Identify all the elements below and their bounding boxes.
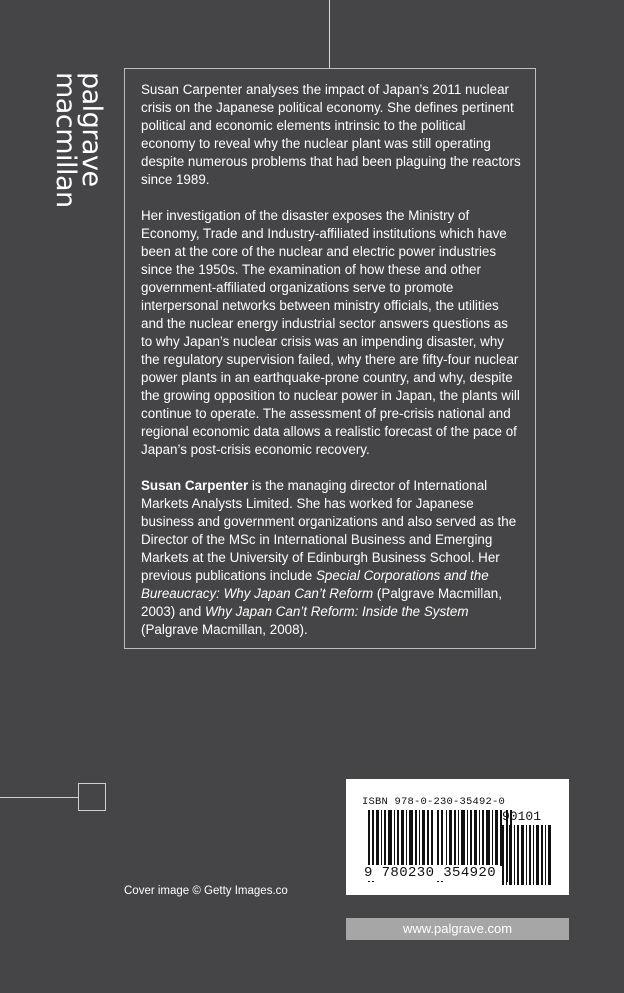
barcode-addon-bars-icon xyxy=(502,825,552,885)
logo-text-palgrave: palgrave xyxy=(76,72,107,187)
author-bio-text-1: is the managing director of International Markets Analysts Limited. She has worked for Japanese business and government organizations and also served as the Director of the MSc in International Business and Emerging Markets at the University of Edinburgh Business School. Her previous publications include xyxy=(141,478,517,583)
publisher-logo xyxy=(48,72,107,208)
author-bio-text-2: (Palgrave Macmillan, 2003) and xyxy=(141,586,502,619)
author-name: Susan Carpenter xyxy=(141,478,249,493)
author-bio xyxy=(141,477,521,639)
book-title-2: Why Japan Can’t Reform: Inside the System xyxy=(205,604,469,619)
publisher-website-link[interactable]: www.palgrave.com xyxy=(346,918,569,940)
blurb-paragraph-2: Her investigation of the disaster exposes the Ministry of Economy, Trade and Industry-affiliated institutions which have been at the core of the nuclear and electric power industries since the 1950s. The examination of how these and other government-affiliated organizations serve to promote interpersonal networks between ministry officials, the utilities and the nuclear energy industrial sector answers questions as to why Japan’s nuclear crisis was an impending disaster, why the regulatory supervision failed, why there are fifty-four nuclear power plants in an earthquake-prone country, and why, despite the growing opposition to nuclear power in Japan, the plants will continue to operate. The assessment of pre-crisis national and regional economic data allows a realistic forecast of the pace of Japan’s post-crisis economic recovery. xyxy=(141,208,520,457)
book-title-1: Special Corporations and the Bureaucracy: Why Japan Can’t Reform xyxy=(141,568,489,601)
barcode xyxy=(346,779,569,895)
blurb-paragraph-1: Susan Carpenter analyses the impact of Japan’s 2011 nuclear crisis on the Japanese political economy. She defines pertinent political and economic elements intrinsic to the political economy to reveal why the nuclear plant was still operating despite numerous problems that had been plaguing the reactors since 1989. xyxy=(141,82,521,187)
top-divider-line xyxy=(329,0,330,68)
barcode-addon-digits: 90101 xyxy=(502,809,542,824)
cover-image-credit: Cover image © Getty Images.co xyxy=(124,885,288,897)
isbn-label: ISBN 978-0-230-35492-0 xyxy=(362,796,506,808)
left-divider-line xyxy=(0,797,78,798)
square-outline-icon xyxy=(78,783,106,811)
logo-text-macmillan: macmillan xyxy=(50,72,81,208)
barcode-digits: 9 780230 354920 xyxy=(364,865,497,881)
author-bio-text-3: (Palgrave Macmillan, 2008). xyxy=(141,622,308,637)
blurb-box xyxy=(124,68,536,649)
